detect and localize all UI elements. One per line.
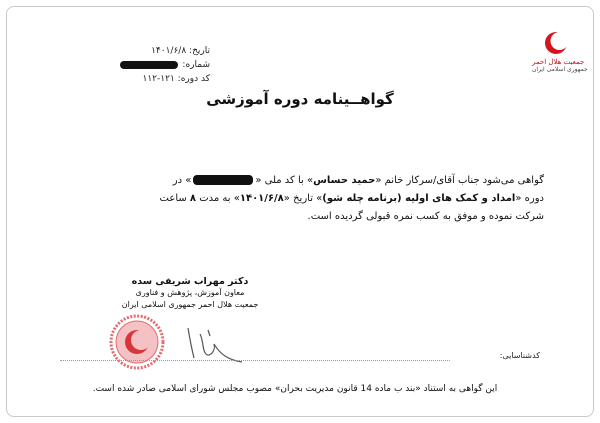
official-stamp-icon xyxy=(108,313,166,371)
recipient-name: حمید حساس xyxy=(313,175,376,186)
course-name: امداد و کمک های اولیه (برنامه چله شو) xyxy=(322,193,516,204)
meta-number: شماره: xyxy=(60,58,210,72)
red-crescent-logo xyxy=(532,30,588,73)
course-date: ۱۴۰۱/۶/۸ xyxy=(239,193,284,204)
logo-line-2: جمهوری اسلامی ایران xyxy=(532,66,588,73)
body-line-2: دوره «امداد و کمک های اولیه (برنامه چله شو)» تاریخ «۱۴۰۱/۶/۸» به مدت ۸ ساعت xyxy=(159,193,544,204)
certificate-meta xyxy=(60,44,210,86)
meta-date: تاریخ: ۱۴۰۱/۶/۸ xyxy=(151,46,210,56)
signer-org: جمعیت هلال احمر جمهوری اسلامی ایران xyxy=(121,300,259,309)
logo-line-1: جمعیت هلال احمر xyxy=(532,58,585,66)
body-line-3: شرکت نموده و موفق به کسب نمره قبولی گردیده است. xyxy=(307,211,544,222)
tracking-code-label: کدشناسایی: xyxy=(499,351,540,360)
course-duration: ۸ xyxy=(189,193,197,204)
signer-block xyxy=(110,276,270,311)
meta-course-code: کد دوره: ۱۲۱-۱۱۲ xyxy=(142,74,210,84)
body-line-1: گواهی می‌شود جناب آقای/سرکار خانم «حمید حساس» با کد ملی «» در xyxy=(172,175,544,186)
signer-name: دکتر مهراب شریفی سده xyxy=(131,276,249,287)
redacted-national-id xyxy=(193,175,253,185)
crescent-icon xyxy=(543,30,569,56)
legal-footer: این گواهی به استناد «بند ب ماده 14 قانون مدیریت بحران» مصوب مجلس شورای اسلامی صادر شده است. xyxy=(92,384,498,394)
tracking-code-dotted-line xyxy=(60,360,450,361)
redacted-number xyxy=(120,61,178,69)
certificate-title: گواهــینامه دوره آموزشی xyxy=(206,90,394,108)
certificate-body xyxy=(68,172,544,226)
signer-role: معاون آموزش، پژوهش و فناوری xyxy=(135,288,245,297)
